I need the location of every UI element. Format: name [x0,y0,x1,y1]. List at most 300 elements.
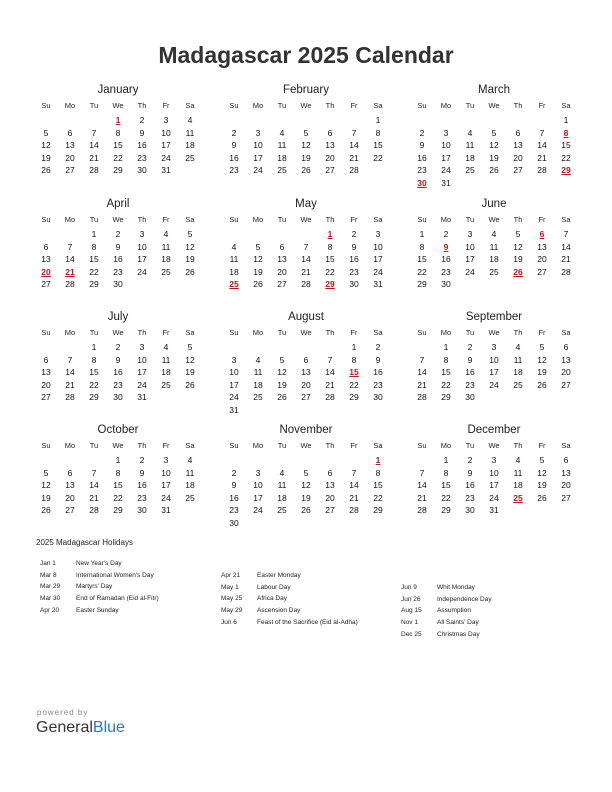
month-march [410,82,578,189]
day-cell: 2 [231,467,237,478]
day-cell: 9 [467,354,473,365]
day-cell: 25 [465,165,475,175]
day-cell: 17 [489,480,499,490]
day-cell: 6 [67,127,73,138]
month-name: April [106,198,130,210]
week-row [34,164,202,177]
day-cell: 8 [115,467,121,478]
day-cell: 27 [561,492,571,503]
day-cell: 15 [89,254,99,264]
day-cell: 27 [325,505,335,515]
weekday-label: Fr [538,328,546,337]
day-cell: 23 [113,379,123,390]
day-cell: 22 [561,152,571,163]
weekday-header [34,212,202,228]
empty-day [246,454,270,467]
day-cell: 21 [537,152,547,163]
day-cell: 27 [537,266,547,277]
week-row [222,517,390,530]
day-cell: 30 [113,279,123,289]
day-cell: 7 [327,354,333,365]
day-cell: 24 [161,492,171,503]
day-cell: 1 [375,115,381,125]
day-cell: 21 [301,266,311,277]
week-row [222,454,390,467]
weekday-label: We [112,101,124,110]
day-cell: 8 [91,241,97,252]
day-cell: 11 [465,140,475,150]
day-cell: 10 [137,354,147,365]
day-cell: 26 [277,392,287,402]
day-cell: 2 [467,342,473,352]
powered-by-text: powered by [37,708,89,717]
day-cell: 21 [89,492,99,503]
day-cell: 3 [163,455,169,465]
day-cell: 22 [89,266,99,277]
day-cell: 21 [325,379,335,390]
weekday-label: Su [229,441,239,450]
week-row [34,228,202,241]
day-cell: 24 [441,165,451,175]
week-row [410,177,578,190]
day-cell: 23 [373,379,383,390]
week-row [34,366,202,379]
weekday-label: Th [513,441,523,450]
day-cell: 18 [465,152,475,163]
month-name: January [97,84,139,96]
week-row [222,139,390,152]
day-cell: 10 [489,467,499,478]
holiday-date: Dec 25 [401,630,422,638]
week-row [222,114,390,127]
empty-day [82,454,106,467]
day-cell: 18 [185,140,195,150]
day-cell: 15 [113,140,123,150]
week-row [34,341,202,354]
month-september [410,309,578,404]
weekday-label: Mo [64,215,76,224]
holiday-name: International Women's Day [76,571,154,579]
weekday-label: Su [417,328,427,337]
holiday-date: Aug 15 [401,607,422,615]
day-cell: 10 [253,140,263,150]
weekday-label: Th [513,328,523,337]
holiday-day-cell: 6 [539,229,545,239]
day-cell: 10 [489,354,499,365]
day-cell: 23 [441,266,451,277]
month-october [34,422,202,517]
day-cell: 18 [161,254,171,264]
day-cell: 24 [489,492,499,503]
day-cell: 5 [303,127,309,138]
day-cell: 13 [65,140,75,150]
week-row [410,241,578,254]
day-cell: 25 [253,392,263,402]
day-cell: 2 [231,127,237,138]
day-cell: 7 [303,241,309,252]
day-cell: 28 [301,279,311,289]
day-cell: 26 [41,165,51,175]
week-row [222,266,390,279]
day-cell: 22 [441,379,451,390]
day-cell: 21 [65,379,75,390]
day-cell: 4 [187,455,193,465]
day-cell: 30 [113,392,123,402]
day-cell: 10 [441,140,451,150]
day-cell: 3 [163,115,169,125]
weekday-header [34,325,202,341]
day-cell: 15 [441,367,451,377]
day-cell: 15 [561,140,571,150]
day-cell: 25 [185,152,195,163]
day-cell: 13 [537,241,547,252]
day-cell: 15 [325,254,335,264]
weekday-label: Fr [162,101,170,110]
weekday-label: Th [513,101,523,110]
month-name: February [282,84,330,96]
day-cell: 24 [137,379,147,390]
holiday-name: New Year's Day [76,560,122,567]
weekday-label: Sa [561,215,571,224]
day-cell: 4 [231,241,237,252]
day-cell: 31 [161,505,171,515]
holiday-day-cell: 26 [513,266,523,277]
day-cell: 29 [113,505,123,515]
empty-day [34,454,58,467]
weekday-label: Sa [561,101,571,110]
week-row [34,492,202,505]
day-cell: 9 [467,467,473,478]
empty-day [410,114,434,127]
day-cell: 8 [419,241,425,252]
week-row [222,228,390,241]
day-cell: 29 [373,505,383,515]
holiday-day-cell: 8 [563,127,569,138]
week-row [222,278,390,291]
day-cell: 26 [185,266,195,277]
day-cell: 13 [65,480,75,490]
weekday-label: Sa [185,328,195,337]
day-cell: 20 [301,379,311,390]
week-row [34,152,202,165]
weekday-label: Mo [440,441,452,450]
weekday-label: Fr [350,101,358,110]
weekday-header [34,438,202,454]
day-cell: 10 [161,467,171,478]
month-may [222,196,390,291]
day-cell: 5 [187,229,193,239]
day-cell: 13 [41,367,51,377]
day-cell: 27 [277,279,287,289]
week-row [222,152,390,165]
day-cell: 18 [253,379,263,390]
holiday-name: End of Ramadan (Eid al-Fitr) [76,595,159,603]
weekday-label: Su [417,101,427,110]
weekday-label: Sa [373,441,383,450]
day-cell: 30 [137,165,147,175]
day-cell: 27 [41,279,51,289]
day-cell: 20 [537,254,547,264]
day-cell: 14 [89,480,99,490]
weekday-label: Mo [440,215,452,224]
day-cell: 5 [539,342,545,352]
weekday-label: Th [137,441,147,450]
week-row [34,504,202,517]
month-name: March [478,84,510,96]
day-cell: 10 [137,241,147,252]
day-cell: 24 [489,379,499,390]
month-august [222,309,390,416]
day-cell: 12 [537,354,547,365]
day-cell: 20 [325,152,335,163]
month-june [410,196,578,291]
day-cell: 16 [229,492,239,503]
day-cell: 10 [253,480,263,490]
day-cell: 20 [277,266,287,277]
week-row [410,253,578,266]
day-cell: 14 [349,140,359,150]
day-cell: 2 [139,455,145,465]
weekday-label: Tu [465,441,475,450]
day-cell: 19 [537,480,547,490]
day-cell: 27 [65,505,75,515]
week-row [222,479,390,492]
day-cell: 24 [229,392,239,402]
day-cell: 16 [441,254,451,264]
day-cell: 21 [417,492,427,503]
holiday-item [221,605,358,617]
month-february [222,82,390,177]
day-cell: 24 [253,165,263,175]
weekday-label: Mo [252,101,264,110]
day-cell: 14 [349,480,359,490]
day-cell: 7 [67,241,73,252]
day-cell: 1 [91,342,97,352]
day-cell: 20 [513,152,523,163]
day-cell: 16 [113,367,123,377]
day-cell: 2 [115,342,121,352]
holiday-name: Whit Monday [437,584,475,591]
weekday-header [222,325,390,341]
weekday-label: Fr [538,441,546,450]
day-cell: 14 [561,241,571,252]
week-row [34,253,202,266]
day-cell: 24 [465,266,475,277]
day-cell: 28 [89,165,99,175]
day-cell: 5 [43,467,49,478]
weekday-header [410,98,578,114]
weekday-label: Tu [89,441,99,450]
weekday-label: Fr [350,441,358,450]
day-cell: 13 [561,354,571,365]
day-cell: 10 [465,241,475,252]
day-cell: 11 [229,254,239,264]
holiday-name: Easter Monday [257,572,301,579]
weekday-label: Fr [162,441,170,450]
day-cell: 26 [185,379,195,390]
week-row [34,241,202,254]
day-cell: 1 [419,229,425,239]
day-cell: 23 [229,165,239,175]
holiday-name: Christmas Day [437,630,480,638]
weekday-header [410,212,578,228]
holiday-item [221,617,358,629]
weekday-label: Tu [277,101,287,110]
empty-day [318,454,342,467]
holiday-day-cell: 21 [65,266,75,277]
empty-day [246,114,270,127]
holiday-name: Ascension Day [257,607,301,615]
weekday-label: Tu [277,328,287,337]
week-row [34,278,202,291]
day-cell: 6 [563,342,569,352]
day-cell: 16 [113,254,123,264]
day-cell: 29 [441,392,451,402]
holiday-day-cell: 15 [349,367,359,377]
day-cell: 6 [43,241,49,252]
weekday-label: We [112,215,124,224]
day-cell: 3 [491,342,497,352]
day-cell: 8 [443,467,449,478]
day-cell: 22 [373,152,383,163]
day-cell: 11 [489,241,499,252]
holiday-name: All Saints' Day [437,619,479,627]
weekday-label: Fr [350,328,358,337]
day-cell: 4 [467,127,473,138]
empty-day [410,341,434,354]
weekday-label: Su [417,215,427,224]
day-cell: 21 [349,152,359,163]
weekday-label: Fr [350,215,358,224]
day-cell: 11 [513,467,523,478]
day-cell: 5 [491,127,497,138]
holiday-item [221,593,358,605]
empty-day [294,228,318,241]
day-cell: 21 [89,152,99,163]
day-cell: 2 [351,229,357,239]
day-cell: 19 [41,152,51,163]
day-cell: 13 [41,254,51,264]
day-cell: 17 [253,492,263,503]
empty-day [58,114,82,127]
weekday-label: We [300,328,312,337]
day-cell: 29 [89,279,99,289]
holiday-item [221,570,358,582]
day-cell: 28 [417,392,427,402]
weekday-label: Th [137,215,147,224]
weekday-label: Th [513,215,523,224]
weekday-label: We [112,328,124,337]
day-cell: 7 [67,354,73,365]
day-cell: 27 [513,165,523,175]
day-cell: 20 [65,152,75,163]
weekday-label: Tu [465,328,475,337]
page-title: Madagascar 2025 Calendar [158,42,454,68]
weekday-label: Mo [252,215,264,224]
week-row [410,164,578,177]
day-cell: 2 [115,229,121,239]
weekday-label: Mo [64,101,76,110]
holiday-day-cell: 29 [325,279,335,289]
day-cell: 24 [137,266,147,277]
day-cell: 3 [443,127,449,138]
day-cell: 4 [279,127,285,138]
day-cell: 16 [465,480,475,490]
day-cell: 25 [489,266,499,277]
day-cell: 8 [375,127,381,138]
day-cell: 25 [161,266,171,277]
holiday-item [40,593,159,605]
day-cell: 15 [373,140,383,150]
day-cell: 4 [515,455,521,465]
holiday-item [40,558,159,570]
day-cell: 1 [563,115,569,125]
day-cell: 20 [325,492,335,503]
week-row [34,114,202,127]
day-cell: 25 [161,379,171,390]
day-cell: 25 [277,165,287,175]
day-cell: 15 [417,254,427,264]
month-name: August [288,311,324,323]
day-cell: 7 [419,354,425,365]
day-cell: 7 [351,467,357,478]
day-cell: 8 [91,354,97,365]
day-cell: 17 [137,254,147,264]
day-cell: 5 [43,127,49,138]
day-cell: 19 [489,152,499,163]
empty-day [506,114,530,127]
day-cell: 23 [465,379,475,390]
holiday-name: Assumption [437,607,471,615]
day-cell: 5 [187,342,193,352]
week-row [34,454,202,467]
empty-day [318,114,342,127]
day-cell: 6 [327,127,333,138]
weekday-label: Su [41,441,51,450]
weekday-label: Mo [252,328,264,337]
holidays-title: 2025 Madagascar Holidays [36,538,133,547]
day-cell: 12 [253,254,263,264]
empty-day [58,454,82,467]
day-cell: 9 [115,241,121,252]
day-cell: 26 [537,379,547,390]
weekday-label: Sa [373,101,383,110]
week-row [410,228,578,241]
week-row [410,366,578,379]
day-cell: 11 [161,354,171,365]
weekday-label: Su [229,215,239,224]
day-cell: 27 [561,379,571,390]
day-cell: 28 [325,392,335,402]
day-cell: 16 [417,152,427,163]
weekday-label: Mo [252,441,264,450]
empty-day [222,454,246,467]
holiday-day-cell: 1 [115,115,121,125]
day-cell: 4 [491,229,497,239]
day-cell: 27 [65,165,75,175]
holiday-date: Jun 6 [221,618,237,626]
day-cell: 17 [441,152,451,163]
holiday-date: Mar 30 [40,595,61,603]
day-cell: 23 [417,165,427,175]
day-cell: 14 [301,254,311,264]
day-cell: 19 [185,254,195,264]
empty-day [222,228,246,241]
day-cell: 31 [229,404,239,415]
day-cell: 9 [375,354,381,365]
day-cell: 20 [41,379,51,390]
holiday-day-cell: 30 [417,177,427,188]
